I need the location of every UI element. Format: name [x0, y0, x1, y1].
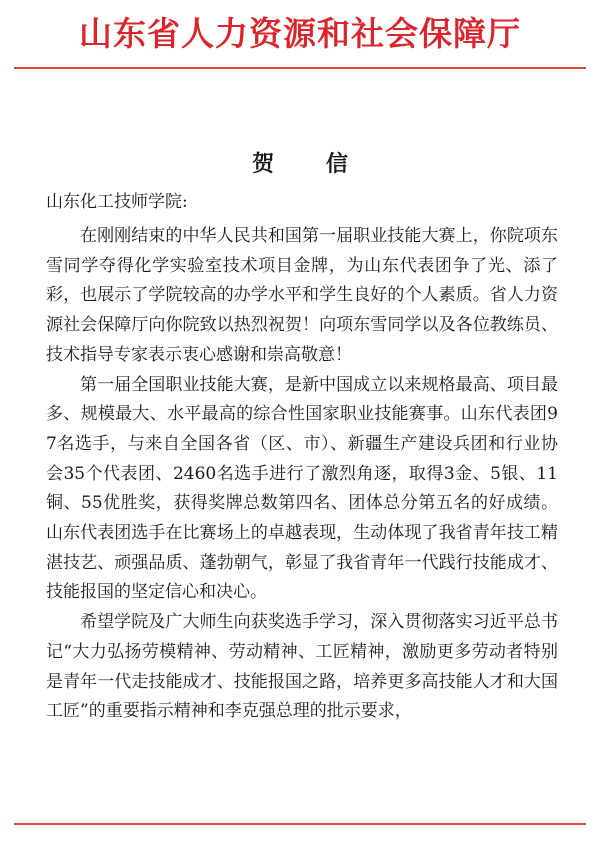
letter-salutation: 山东化工技师学院: — [46, 192, 188, 212]
footer-divider — [14, 823, 586, 825]
letter-body — [46, 222, 558, 727]
letter-paragraph: 第一届全国职业技能大赛，是新中国成立以来规格最高、项目最多、规模最大、水平最高的综合性国家职业技能赛事。山东代表团97名选手，与来自全国各省（区、市）、新疆生产建设兵团和行业协会35个代表团、2460名选手进行了激烈角逐，取得3金、5银、11铜、55优胜奖，获得奖牌总数第四名、团体总分第五名的好成绩。山东代表团选手在比赛场上的卓越表现，生动体现了我省青年技工精湛技艺、顽强品质、蓬勃朝气，彰显了我省青年一代践行技能成才、技能报国的坚定信心和决心。 — [46, 374, 558, 603]
letter-title: 贺 信 — [252, 151, 370, 177]
letter-paragraph: 在刚刚结束的中华人民共和国第一届职业技能大赛上，你院项东雪同学夺得化学实验室技术项目金牌，为山东代表团争了光、添了彩，也展示了学院较高的办学水平和学生良好的个人素质。省人力资源社会保障厅向你院致以热烈祝贺！向项东雪同学以及各位教练员、技术指导专家表示衷心感谢和崇高敬意！ — [46, 226, 558, 365]
letterhead-divider — [14, 67, 586, 69]
letter-paragraph: 希望学院及广大师生向获奖选手学习，深入贯彻落实习近平总书记“大力弘扬劳模精神、劳动精神、工匠精神，激励更多劳动者特别是青年一代走技能成才、技能报国之路，培养更多高技能人才和大国工匠”的重要指示精神和李克强总理的批示要求， — [46, 612, 558, 722]
letterhead-org-name: 山东省人力资源和社会保障厅 — [79, 14, 521, 53]
